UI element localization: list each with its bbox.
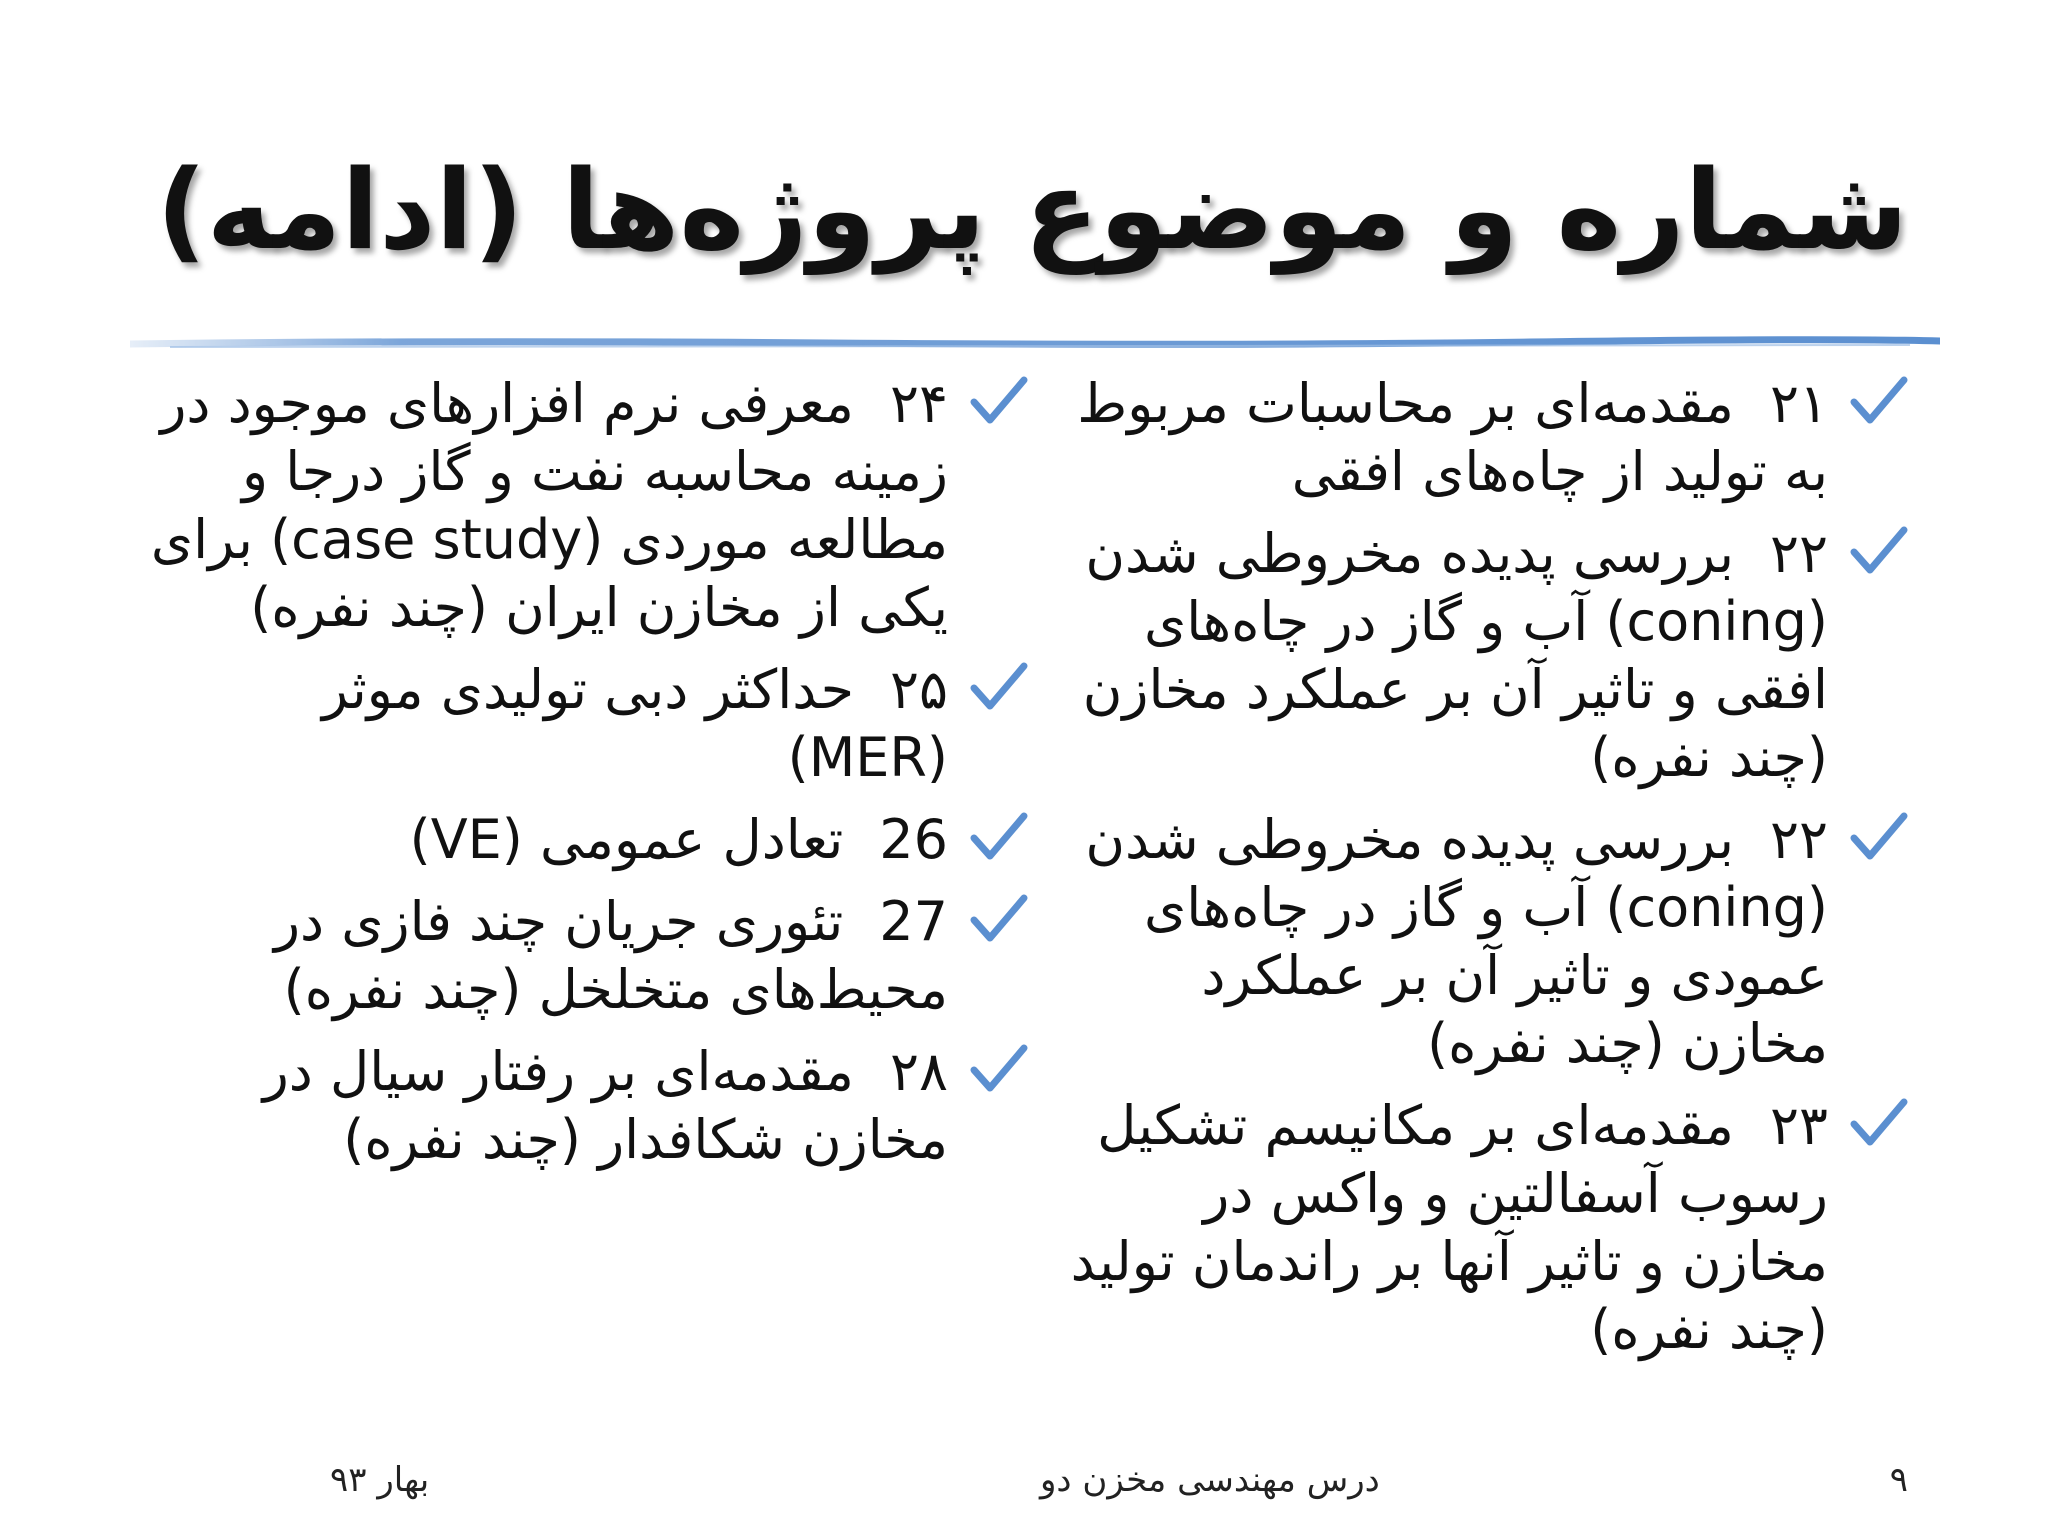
project-number: ۲۴ xyxy=(889,372,948,435)
footer-course-name: درس مهندسی مخزن دو xyxy=(1040,1460,1380,1500)
project-number: ۲۸ xyxy=(889,1040,948,1103)
project-number: ۲۳ xyxy=(1769,1094,1828,1157)
check-icon xyxy=(1848,1096,1908,1152)
check-icon xyxy=(1848,374,1908,430)
project-number: ۲۱ xyxy=(1769,372,1828,435)
project-title: تعادل عمومی (VE) xyxy=(409,808,844,871)
project-item-25 xyxy=(148,656,1028,792)
left-column xyxy=(148,370,1028,1188)
footer-term: بهار ۹۳ xyxy=(330,1460,430,1500)
project-item-22-horizontal xyxy=(1048,520,1908,792)
project-item-26 xyxy=(148,806,1028,874)
project-number: ۲۲ xyxy=(1769,522,1828,585)
check-icon xyxy=(1848,810,1908,866)
project-item-21 xyxy=(1048,370,1908,506)
project-title: مقدمه‌ای بر محاسبات مربوط به تولید از چاه‌های افقی xyxy=(1077,372,1828,503)
project-number: ۲۲ xyxy=(1769,808,1828,871)
check-icon xyxy=(968,1042,1028,1098)
project-title: حداکثر دبی تولیدی موثر (MER) xyxy=(321,658,948,789)
project-number: 27 xyxy=(879,890,948,953)
project-item-24 xyxy=(148,370,1028,642)
title-divider xyxy=(130,336,1940,350)
project-item-27 xyxy=(148,888,1028,1024)
project-number: ۲۵ xyxy=(889,658,948,721)
slide-title: شماره و موضوع پروژه‌ها (ادامه) xyxy=(156,146,1908,274)
check-icon xyxy=(968,374,1028,430)
project-title: بررسی پدیده مخروطی شدن (coning) آب و گاز در چاه‌های عمودی و تاثیر آن بر عملکرد مخازن (چند نفره) xyxy=(1085,808,1828,1075)
project-title: مقدمه‌ای بر رفتار سیال در مخازن شکافدار (چند نفره) xyxy=(262,1040,948,1171)
project-title: بررسی پدیده مخروطی شدن (coning) آب و گاز در چاه‌های افقی و تاثیر آن بر عملکرد مخازن (چند نفره) xyxy=(1082,522,1828,789)
check-icon xyxy=(968,810,1028,866)
project-item-22-vertical xyxy=(1048,806,1908,1078)
project-item-23 xyxy=(1048,1092,1908,1364)
check-icon xyxy=(968,892,1028,948)
check-icon xyxy=(968,660,1028,716)
project-number: 26 xyxy=(879,808,948,871)
project-title: مقدمه‌ای بر مکانیسم تشکیل رسوب آسفالتین و واکس در مخازن و تاثیر آنها بر راندمان تولید (چند نفره) xyxy=(1070,1094,1828,1361)
check-icon xyxy=(1848,524,1908,580)
project-item-28 xyxy=(148,1038,1028,1174)
right-column xyxy=(1048,370,1908,1378)
project-title: تئوری جریان چند فازی در محیط‌های متخلخل (چند نفره) xyxy=(273,890,948,1021)
project-title: معرفی نرم افزارهای موجود در زمینه محاسبه نفت و گاز درجا و مطالعه موردی (case study) برای یکی از مخازن ایران (چند نفره) xyxy=(150,372,948,639)
footer-page-number: ۹ xyxy=(1889,1460,1908,1500)
